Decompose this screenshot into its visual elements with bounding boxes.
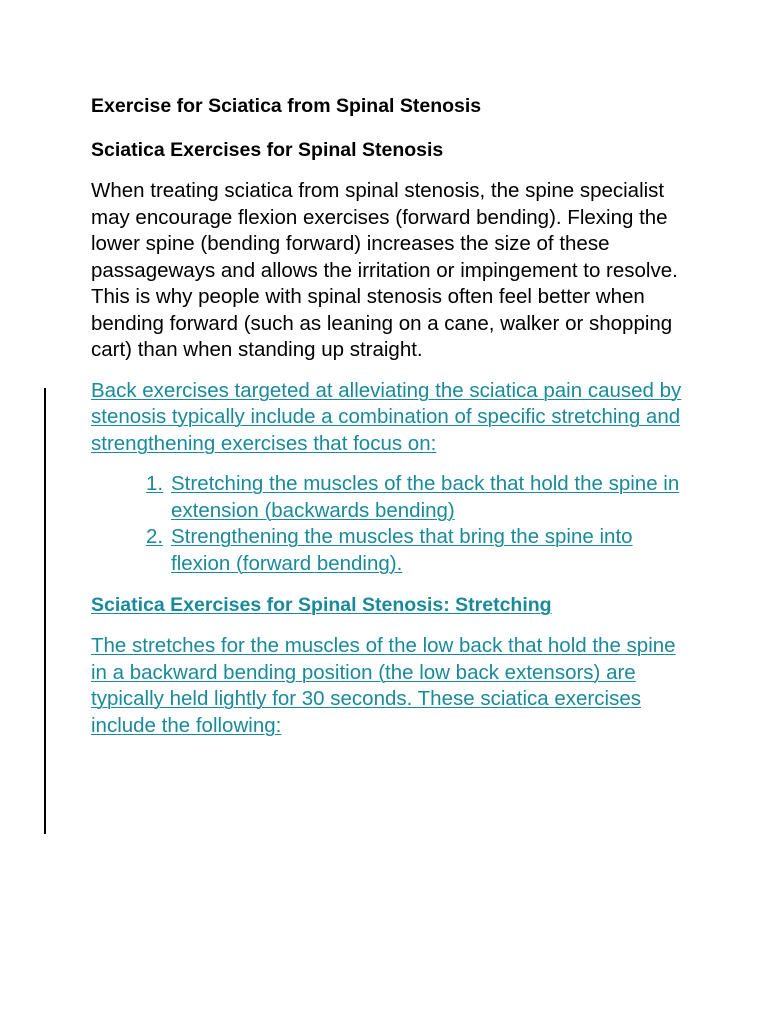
page-title: Exercise for Sciatica from Spinal Stenosis [91,95,482,117]
list-item-link[interactable]: Strengthening the muscles that bring the spine into flexion (forward bending). [171,525,633,575]
list-item [146,524,691,577]
revision-change-bar [44,388,46,834]
intro-paragraph: When treating sciatica from spinal stenosis, the spine specialist may encourage flexion exercises (forward bending). Flexing the lower spine (bending forward) increases the size of these passageways and allows the irritation or impingement to resolve. This is why people with spinal stenosis often feel better when bending forward (such as leaning on a cane, walker or shopping cart) than when standing up straight. [91,179,678,361]
stretching-paragraph-container [91,633,691,739]
section-heading: Sciatica Exercises for Spinal Stenosis [91,139,444,161]
document-content [91,92,691,753]
list-item-number[interactable]: 1. [146,472,164,495]
stretching-heading-container [91,591,691,619]
exercises-paragraph-link[interactable]: Back exercises targeted at alleviating the sciatica pain caused by stenosis typically include a combination of specific stretching and strengthening exercises that focus on: [91,378,682,455]
exercises-paragraph-container [91,378,691,458]
list-item-link[interactable]: Stretching the muscles of the back that hold the spine in extension (backwards bending) [171,472,680,522]
list-item-number[interactable]: 2. [146,525,164,548]
focus-list [91,471,691,577]
stretching-paragraph-link[interactable]: The stretches for the muscles of the low back that hold the spine in a backward bending position (the low back extensors) are typically held lightly for 30 seconds. These sciatica exercises include the following: [91,634,676,737]
stretching-heading-link[interactable]: Sciatica Exercises for Spinal Stenosis: Stretching [91,594,552,616]
list-item [146,471,691,524]
